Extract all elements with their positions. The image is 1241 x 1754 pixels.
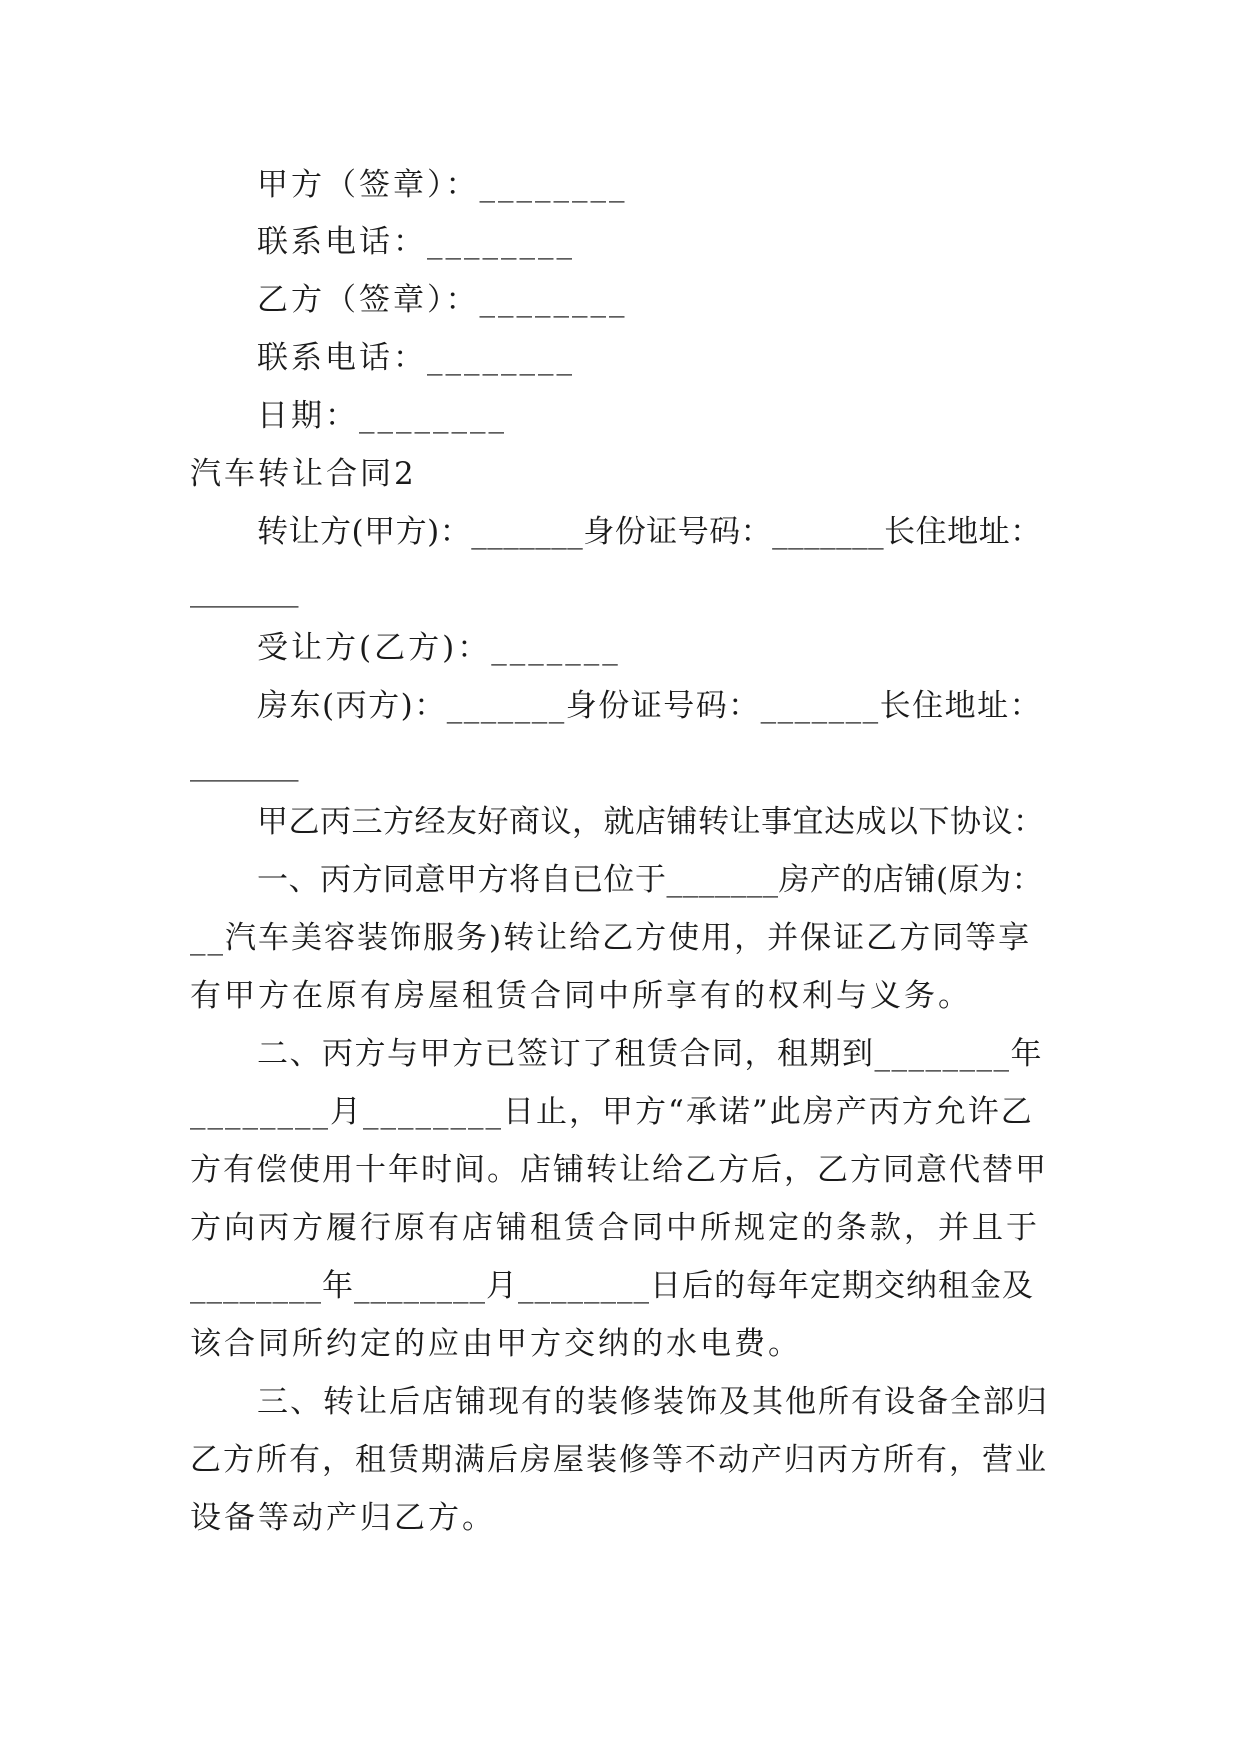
date-line: 日期：________	[257, 398, 507, 434]
clause-3-line-1: 三、转让后店铺现有的装修装饰及其他所有设备全部归	[257, 1384, 1049, 1420]
party-b-signature-line: 乙方（签章）：________	[257, 282, 628, 318]
clause-2-line-2: ________月________日止，甲方“承诺”此房产丙方允许乙	[190, 1094, 1034, 1130]
transferee-line: 受让方(乙方)：_______	[257, 630, 621, 666]
clause-2-line-4: 方向丙方履行原有店铺租赁合同中所规定的条款，并且于	[190, 1210, 1040, 1246]
clause-2-line-5: ________年________月________日后的每年定期交纳租金及	[190, 1268, 1034, 1304]
party-a-signature-line: 甲方（签章）：________	[257, 167, 628, 203]
party-a-phone-line: 联系电话：________	[257, 224, 575, 260]
clause-2-line-1: 二、丙方与甲方已签订了租赁合同，租期到________年	[257, 1036, 1043, 1072]
landlord-address-blank: _______	[190, 746, 299, 782]
section-title: 汽车转让合同2	[190, 456, 417, 492]
landlord-line: 房东(丙方)：_______身份证号码：_______长住地址：	[257, 688, 1043, 724]
clause-3-line-2: 乙方所有，租赁期满后房屋装修等不动产归丙方所有，营业	[190, 1442, 1048, 1478]
clause-1-line-1: 一、丙方同意甲方将自已位于_______房产的店铺(原为：	[257, 862, 1044, 898]
clause-2-line-3: 方有偿使用十年时间。店铺转让给乙方后，乙方同意代替甲	[190, 1152, 1048, 1188]
clause-3-line-3: 设备等动产归乙方。	[190, 1500, 496, 1536]
clause-2-line-6: 该合同所约定的应由甲方交纳的水电费。	[190, 1326, 802, 1362]
transferor-address-blank: _______	[190, 572, 299, 608]
agreement-intro: 甲乙丙三方经友好商议，就店铺转让事宜达成以下协议：	[257, 804, 1045, 840]
party-b-phone-line: 联系电话：________	[257, 340, 575, 376]
clause-1-line-3: 有甲方在原有房屋租赁合同中所享有的权利与义务。	[190, 978, 972, 1014]
clause-1-line-2: __汽车美容装饰服务)转让给乙方使用，并保证乙方同等享	[190, 920, 1032, 956]
transferor-line: 转让方(甲方)：_______身份证号码：_______长住地址：	[257, 514, 1042, 550]
